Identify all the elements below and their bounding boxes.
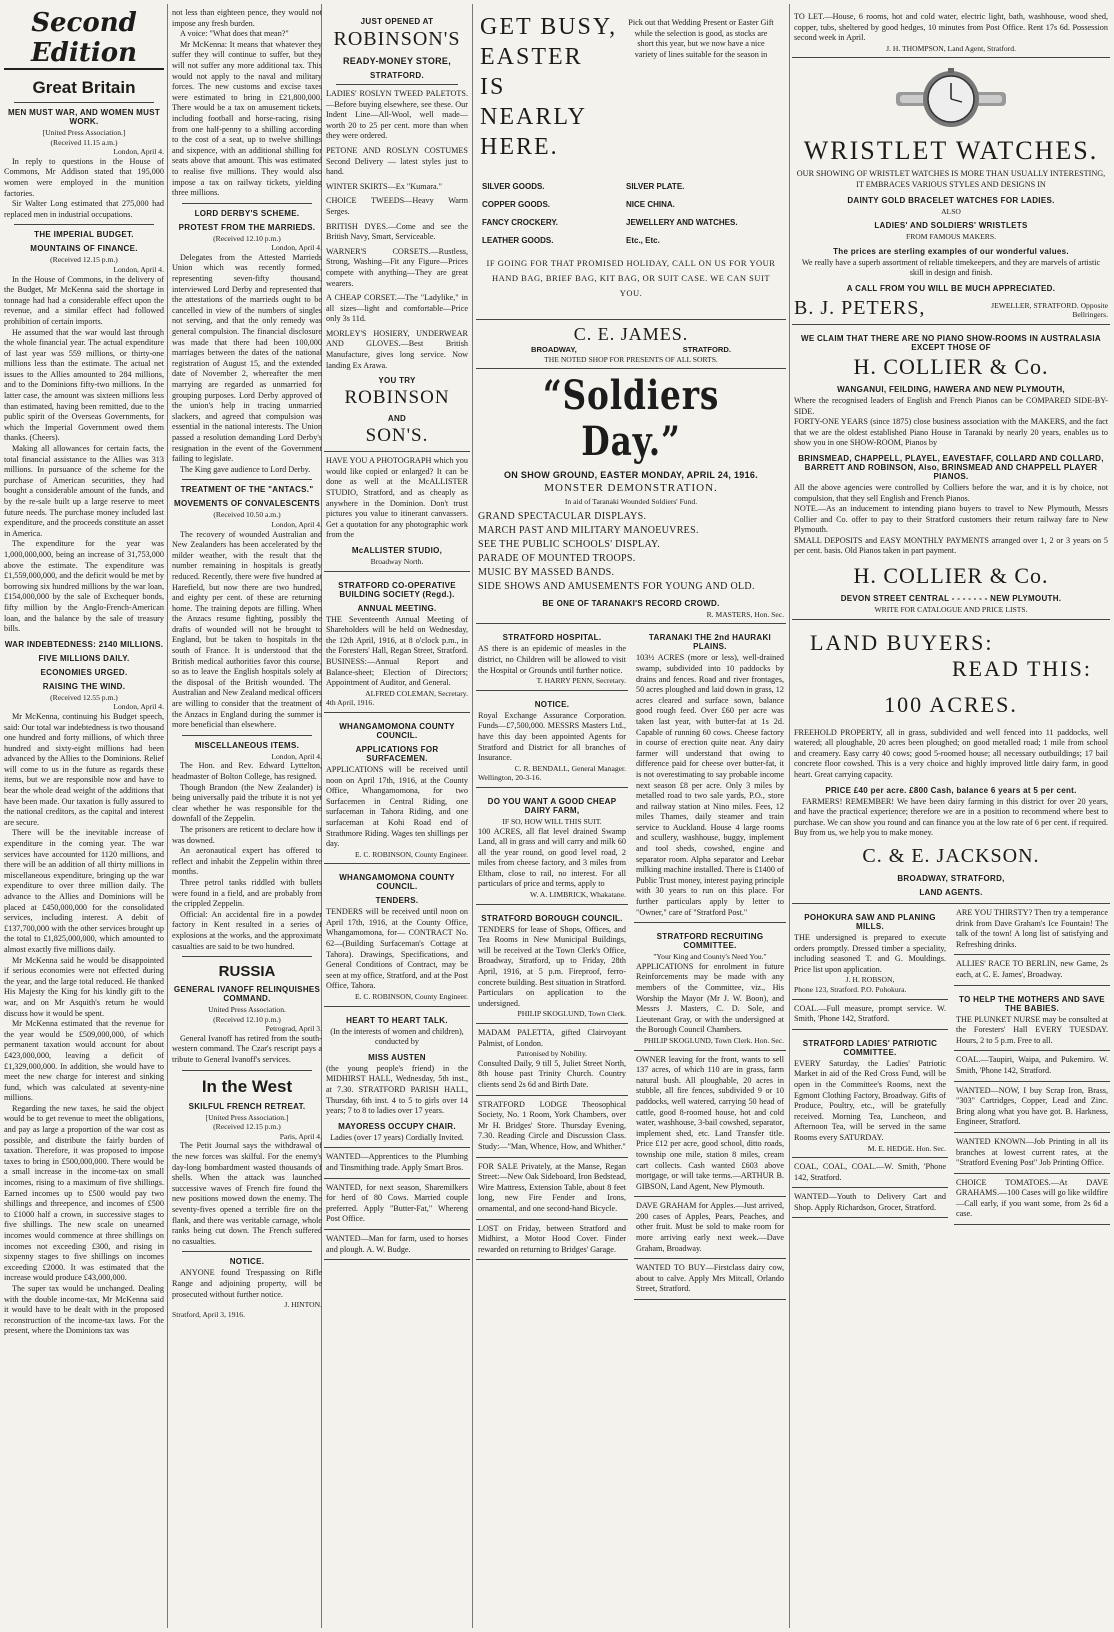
notice-heading: NOTICE. (229, 1257, 265, 1267)
headline: PROTEST FROM THE MARRIEDS. (178, 222, 316, 232)
classified: WANTED, for next season, Sharemilkers for herd of 80 Cows. Married couple preferred. Apply "Butter-Fat," Whereng Post Office. (324, 1179, 470, 1230)
land-advert: LAND BUYERS: READ THIS: 100 ACRES. FREEHOLD PROPERTY, all in grass, subdivided and well fenced into 11 paddocks, well watered; all ploughable, 20 acres been ploughed; on good metalled road; 1 mile from school and creamery. Easy carry 40 cows; good 5-roomed house; all necessary outbuildings; 17 bail concrete floor cowshed. This is a very choice and highly improved little dairy farm, in good heart. Great carrying capacity. PRICE £40 per acre. £800 Cash, balance 6 years at 5 per cent. FARMERS! REMEMBER! We have been dairy farming in this district for over 20 years, and have the practical experience; therefore we are in a position to recommend where best to purchase. We can show you round and can finance you at the low rate of 6 per cent. if required. Buy from us, we help you to make money. C. & E. JACKSON. BROADWAY, STRATFORD, LAND AGENTS. (792, 620, 1110, 904)
classified: WANTED—Man for farm, used to horses and plough. A. W. Budge. (324, 1230, 470, 1260)
article-text: The expenditure for the year was 1,000,000,000, being an increase of 31,753,000 above the estimate. The expenditure was £1,559,000,000, and the deficit would be met by borrowing six hundred millions by the war loan, £154,000,000 by the sale of Exchequer bonds, fifty million by the Anglo-French-American loan, and the balance by the sale of treasury bills. (4, 539, 164, 634)
article-text: Making all allowances for certain facts, the total financial assistance to the Allies was 313 millions. In pursuance of the scheme for the purchase of American securities, they had bought a considerable amount of the funds, and by the re-sale built up a large reserve to meet future needs. The purchase money included last expenditure, and the proceeds constitute an asset in America. (4, 444, 164, 538)
headline: LORD DERBY'S SCHEME. (194, 208, 300, 218)
headline: ECONOMIES URGED. (40, 667, 128, 677)
headline: MOVEMENTS OF CONVALESCENTS (174, 499, 320, 509)
column-3 (324, 8, 470, 1626)
article-text: He assumed that the war would last through the whole financial year. The actual expenditure of last year was 559 millions, or thirty-one millions less than the estimate. The actual net issues to the Allies amounted to 284 millions, and to the Dominions fifty-two millions. In the latter case, the amount was sixteen millions less than estimated, having been remitted, due to the public spirit of the Overseas Governments, for which the Imperial Government owed them thanks. (Cheers). (4, 327, 164, 443)
headline: THE IMPERIAL BUDGET. (34, 230, 134, 240)
column-5-right: ARE YOU THIRSTY? Then try a temperance drink from Dave Graham's Ice Fountain! The talk of the town! A long list of satisfying and Refreshing drinks. ALLIES' RACE TO BERLIN, new Game, 2s each, at C. E. James', Broadway. TO HELP THE MOTHERS AND SAVE THE BABIES. THE PLUNKET NURSE may be consulted at the Foresters' Hall EVERY TUESDAY. Hours, 2 to 5 p.m. Free to all. COAL.—Taupiri, Waipa, and Pukemiro. W. Smith, 'Phone 142, Stratford. WANTED—NOW, I buy Scrap Iron, Brass, "303" Cartridges, Copper, Lead and Zinc. Bring along what you have got. B. Harkness, Engineer, Stratford. WANTED KNOWN—Job Printing in all its branches at lowest current rates, at the "Stratford Evening Post" Job Printing Office. CHOICE TOMATOES.—At DAVE GRAHAMS.—100 Cases will go like wildfire—Call early, if you want some, from 2s 6d a case. (954, 904, 1110, 1225)
article-text: There will be the inevitable increase of expenditure in the coming year. The war services have accounted for 1120 millions, and there will be an addition of all thirty millions in miscellaneous expenditure, bringing up the war expenditure to over three million daily. The advance to the Allies and Dominions will be placed at £450,000,000 for the consolidated services, including interest. A debit of £137,700,000 with the other services brought up the total to £1,825,000,000, which amounted to almost exactly five millions daily. (4, 828, 164, 954)
council-tenders: WHANGAMOMONA COUNTY COUNCIL. TENDERS. TENDERS will be received until noon on April 17th, 1916, at the County Office, Whangamomona, for— CONTRACT No. 62—(Building Surfaceman's Cottage at Tahora). Drawings, Specifications, and General Conditions of Contract, may be seen at my office, Stratford, and at the Post Office, Tahora. E. C. ROBINSON, County Engineer. (324, 864, 470, 1006)
column-2: not less than eighteen pence, they would not impose any fresh burden. A voice: "What does that mean?" Mr McKenna: It means that whatever they suffer they will continue to suffer, but they will not suffer any more additional tax. This would not apply to the naval and military forces. The new customs and excise taxes were estimated to bring in £21,800,000. There would be a tax on amusement tickets, including football and horse-racing, rising from one half-penny to a shilling according to the cost of a seat, up to twelve shillings and sixpence, with an additional shilling for seats above that amount. This was estimated to realise five millions. They would also impose a tax on railway tickets, yielding three millions. LORD DERBY'S SCHEME. PROTEST FROM THE MARRIEDS. (Received 12.10 p.m.) London, April 4. Delegates from the Attested Marrieds Union which was recently formed, representing seven-fifty thousand, interviewed Lord Derby and represented that the attestations of the marrieds ought to be cancelled in view of the numbers of singles not serving, and that the only remedy was general compulsion. The financial disclosure was made that there had been 100,000 marriages between the dates of the national registration of August 15, and the extended date of November 2, whereafter the men marrying are regarded as unmarried for grouping purposes. Lord Derby approved of the union's help in tracing unmarried slackers, and agreed that compulsion was essential in the national interests. The Union passed a resolution demanding Lord Derby's resignation in the event of the Government failing to legislate. The King gave audience to Lord Derby. TREATMENT OF THE "ANTACS." MOVEMENTS OF CONVALESCENTS (Received 10.50 a.m.) London, April 4. The recovery of wounded Australian and New Zealanders has been accelerated by the milder weather, with the result that the number remaining in hospitals is greatly reduced. Recently, there were five hundred at Harefield, but now there are two hundred, and eighty per cent. of these are returning home. The training depots are filling. When the Anzacs resume fighting, possibly the drafts of wounded will not be brought to England, but be taken to hospitals in the south of France. It is understood that the British medical authorities favor this course, so as to leave the English hospitals solely at the disposal of the British wounded. The Australian and New Zealand medical officers are willing to consider that the treatment of the Anzacs in England during the summer is more beneficial than elsewhere. MISCELLANEOUS ITEMS. London, April 4. The Hon. and Rev. Edward Lyttelton, headmaster of Bolton College, has resigned. Though Brandon (the New Zealander) is being universally paid the tribute it is not yet clear whether he was responsible for the downfall of the Zeppelin. The prisoners are reticent to declare how it was downed. An aeronautical expert has offered to reflect and inhabit the Zeppelin within three months. Three petrol tanks riddled with bullets were found in a field, and are probably from the crippled Zeppelin. Official: An accidental fire in a powder factory in Kent resulted in a series of explosions at the works, and the approximate casualties are said to be two hundred. RUSSIA GENERAL IVANOFF RELINQUISHES COMMAND. United Press Association. (Received 12.10 p.m.) Petrograd, April 3. General Ivanoff has retired from the south-western command. The Czar's rescript pays a tribute to General Ivanoff's services. In the West SKILFUL FRENCH RETREAT. [United Press Association.] (Received 12.15 p.m.) Paris, April 4. The Petit Journal says the withdrawal of the new forces was skilful. For the enemy's day-long bombardment wasted thousands of shells. When the attack was launched successive waves of French fire found the new positions mowed down the enemy. The seventy-fives opened a terrible fire on the flank, and there was veritable carnage, whole ranks being cut down. The French suffered no casualties. NOTICE. ANYONE found Trespassing on Rifle Range and adjoining property, will be prosecuted without further notice. J. HINTON. Stratford, April 3, 1916. (172, 8, 322, 1319)
article-text: The super tax would be unchanged. Dealing with the double income-tax, Mr McKenna said it would have to be dealt with in the proposed reconstruction of the income-tax laws. For the present, where the Dominions tax was (4, 1283, 164, 1336)
photo-studio-advert: HAVE YOU A PHOTOGRAPH which you would like copied or enlarged? It can be done as well at the McALLISTER STUDIO, Stratford, and as cheaply as anywhere in the Dominion. Don't trust pictures you value to itinerant canvassers. Get a quotation for any photographic work from the McALLISTER STUDIO, Broadway North. (324, 452, 470, 571)
headline: MEN MUST WAR, AND WOMEN MUST WORK. (7, 108, 161, 126)
article-text: Mr McKenna, continuing his Budget speech, said: Our total war indebtedness is two thousand one hundred and forty millions, of which three hundred and sixty-eight millions had been advanced by the Allies to the Dominions. Relief will come to us in the future as regards these items, but we are responsible now and have to bear the whole dead weight of the additions that have been made. Our taxation is fully assured to the national creditors, as the capital and interest are secure. (4, 711, 164, 827)
edition-title: Second Edition (4, 8, 164, 70)
article-text: In reply to questions in the House of Commons, Mr Addison stated that 195,000 women were employed in the munition factories. (4, 156, 164, 198)
james-signature: C. E. JAMES. BROADWAY, STRATFORD. THE NOTED SHOP FOR PRESENTS OF ALL SORTS. (476, 320, 786, 369)
headline: FIVE MILLIONS DAILY. (38, 653, 130, 663)
soldiers-day-advert: “Soldiers Day.” ON SHOW GROUND, EASTER MONDAY, APRIL 24, 1916. MONSTER DEMONSTRATION. In aid of Taranaki Wounded Soldiers' Fund. GRAND SPECTACULAR DISPLAYS. MARCH PAST AND MILITARY MANOEUVRES. SEE THE PUBLIC SCHOOLS' DISPLAY. PARADE OF MOUNTED TROOPS. MUSIC BY MASSED BANDS. SIDE SHOWS AND AMUSEMENTS FOR YOUNG AND OLD. BE ONE OF TARANAKI'S RECORD CROWD. R. MASTERS, Hon. Sec. (476, 369, 786, 624)
article-text: Mr McKenna estimated that the revenue for the year would be £509,000,000, of which permanent taxation would account for about £423,000,000, leaving a deficit of £1,329,000,000. In addition, she would have to meet the new charge for interest and sinking fund, which was calculated at seventy-nine millions. (4, 1019, 164, 1103)
column-4 (476, 8, 786, 1626)
headline: MISCELLANEOUS ITEMS. (194, 740, 300, 750)
column-4-left: STRATFORD HOSPITAL. AS there is an epidemic of measles in the district, no Children will be allowed to visit the Hospital or Grounds until further notice. T. HARRY PENN, Secretary. NOTICE. Royal Exchange Assurance Corporation. Funds—£7,500,000. MESSRS Masters Ltd., have this day been appointed Agents for Stratford and District for all branches of Insurance. C. R. BENDALL, General Manager. Wellington, 20-3-16. DO YOU WANT A GOOD CHEAP DAIRY FARM, IF SO, HOW WILL THIS SUIT. 100 ACRES, all flat level drained Swamp Land, all in grass and will carry and milk 60 all the year round, on good level road, 2 miles from cheese factory, and 3 miles from Eltham, close to rail, no interest. For all particulars of price and terms, apply to W. A. LIMBRICK, Whakatane. STRATFORD BOROUGH COUNCIL. TENDERS for lease of Shops, Offices, and Tea Rooms in New Municipal Buildings, will be received at the Town Clerk's Office, Broadway, Stratford, up to Friday, 28th April, 1916, at 5 p.m. Fireproof, ferro-concrete building. Best situation in Stratford. Particulars on application to the undersigned. PHILIP SKOGLUND, Town Clerk. MADAM PALETTA, gifted Clairvoyant Palmist, of London. Patronised by Nobility. Consulted Daily, 9 till 5, Juliet Street North, 8th house past Trinity Church. Country clients send 2s 6d and Birth Date. STRATFORD LODGE Theosophical Society, No. 1 Room, York Chambers, over Mr H. Bridges' Store. Thursday Evening, 7.30. Reading Circle and Discussion Class. Study:—"Man, Whence, How, and Whither." FOR SALE Privately, at the Manse, Regan Street:—New Oak Sideboard, Iron Bedstead, Wire Mattress, Extension Table, about 8 feet long, new Fire Fender and Irons, ornamental, and one second-hand Bicycle. LOST on Friday, between Stratford and Midhirst, a Motor Hood Cover. Finder rewarded on returning to Bridges' Garage. (476, 624, 628, 1300)
headline: GENERAL IVANOFF RELINQUISHES COMMAND. (173, 985, 321, 1004)
classified: WANTED—Apprentices to the Plumbing and Tinsmithing trade. Apply Smart Bros. (324, 1148, 470, 1178)
headline: SKILFUL FRENCH RETREAT. (188, 1101, 306, 1111)
column-4-right: TARANAKI THE 2nd HAURAKI PLAINS. 103½ ACRES (more or less), well-drained swamp, subdivided into 10 paddocks by drains and fences. Road and river frontages, 50 acres ploughed and laid down in grass, 12 acres cleared and surface sown, balance good rough feed. Over £60 per acre was taken last year, with butter-fat at 1s 2d. Capable of running 60 cows. Cheese factory in course of erection quite near. Any dairy farmer will understand that owing to difference paid for cheese over butter-fat, it is not overestimating to say probable income next season £8 per acre. Only 3 miles by metalled road to two sale yards, P.O., store and railway station at Nino miles. Fees, 12 miles Thames, daily steamer and train service to Auckland. House 4 large rooms and scullery, washhouse, buggy, implement and tool sheds, cowshed, engine and separator room. Alpha separator and Leebar milking machine installed. There is £1400 of Public Trust money, interest paying principle with 30 years to run on this place. For further particulars apply by letter to "Owner," care of "Stratford Post." STRATFORD RECRUITING COMMITTEE. "Your King and County's Need You." APPLICATIONS for enrolment in future Reinforcements may be made with any members of the Committee, viz., His Worship the Mayor (Mr J. W. Boon), and Messrs J. Masters, C. D. Sole, and Lieutenant Gray, or with the undersigned at the Borough Council Chambers. PHILIP SKOGLUND, Town Clerk. Hon. Sec. OWNER leaving for the front, wants to sell 137 acres, of which 110 are in grass, farm natural bush. All ploughable, 20 acres in stubble, all fire fences, subdivided 9 or 10 paddocks, well watered, carrying 50 head of cattle, good 8-roomed house, hot and cold water, washhouse, 3-bail cowshed, separator, implement shed, etc. Land Transfer title. Price £12 per acre, good school, ditto roads, township one mile, station 8 miles, cream cart collects. Cash wanted £603 above mortgage, or will take terms.—ARTHUR B. GIBSON, Land Agent, New Plymouth. DAVE GRAHAM for Apples.—Just arrived, 200 cases of Apples, Pears, Peaches, and other fruit. Must be sold to make room for more arriving early next week.—Dave Graham, Broadway. WANTED TO BUY—Firstclass dairy cow, about to calve. Apply Mrs Mitcall, Orlando Street, Stratford. (634, 624, 786, 1300)
headline: TREATMENT OF THE "ANTACS." (180, 485, 314, 495)
column-rule (789, 4, 790, 1628)
section-heading: RUSSIA (218, 963, 276, 981)
column-rule (472, 4, 473, 1628)
column-5 (792, 8, 1110, 1626)
headline: MOUNTAINS OF FINANCE. (30, 244, 138, 254)
council-notice: WHANGAMOMONA COUNTY COUNCIL. APPLICATIONS FOR SURFACEMEN. APPLICATIONS will be received until noon on April 17th, 1916, at the County Office, Whangamomona, for two Surfacemen in Central Riding, one surfaceman in Tahora Riding, and one surfaceman at Kohi Road end of Strathmore Riding. Wages ten shillings per day. E. C. ROBINSON, County Engineer. (324, 713, 470, 864)
article-text: not less than eighteen pence, they would not impose any fresh burden. (172, 8, 322, 28)
james-advert: GET BUSY, EASTER IS NEARLY HERE. Pick out that Wedding Present or Easter Gift while the selection is good, as stocks are short this year, but we now have a nice variety of lines suitable for the season in SILVER GOODS. COPPER GOODS. FANCY CROCKERY. LEATHER GOODS. SILVER PLATE. NICE CHINA. JEWELLERY AND WATCHES. Etc., Etc. IF GOING FOR THAT PROMISED HOLIDAY, CALL ON US FOR YOUR HAND BAG, BRIEF BAG, KIT BAG, OR SUIT CASE. WE CAN SUIT YOU. (476, 8, 786, 320)
headline: WAR INDEBTEDNESS: 2140 MILLIONS. (4, 639, 164, 649)
to-let-advert: TO LET.—House, 6 rooms, hot and cold water, electric light, bath, washhouse, wood shed, copper, tubs, sheltered by good hedges, 10 minutes from Post Office. Rent 17s 6d. Possession second week in April. J. H. THOMPSON, Land Agent, Stratford. (792, 8, 1110, 58)
column-1: Second Edition Great Britain MEN MUST WAR, AND WOMEN MUST WORK. [United Press Association.] (Received 11.15 a.m.) London, April 4. In reply to questions in the House of Commons, Mr Addison stated that 195,000 women were employed in the munition factories. Sir Walter Long estimated that 275,000 had replaced men in industrial occupations. THE IMPERIAL BUDGET. MOUNTAINS OF FINANCE. (Received 12.15 p.m.) London, April 4. In the House of Commons, in the delivery of the Budget, Mr McKenna said the shortage in tonnage had had a considerable effect upon the revenue, and a similar effect had followed prohibition of certain imports. He assumed that the war would last through the whole financial year. The actual expenditure of last year was 559 millions, or thirty-one millions less than the estimate. The actual net issues to the Allies amounted to 284 millions, and to the Dominions fifty-two millions. In the latter case, the amount was sixteen millions less than estimated, having been remitted, due to the public spirit of the Overseas Governments, for which the Imperial Government owed them thanks. (Cheers). Making all allowances for certain facts, the total financial assistance to the Allies was 313 millions. In pursuance of the scheme for the purchase of American securities, they had bought a considerable amount of the funds, and by the re-sale built up a large reserve to meet future needs. The purchase money included last expenditure, and the proceeds constitute an asset in America. The expenditure for the year was 1,000,000,000, being an increase of 31,753,000 above the estimate. The expenditure was £1,559,000,000, and the deficit would be met by borrowing six hundred millions by the war loan, £154,000,000 by the sale of Exchequer bonds, fifty million by the Anglo-French-American loan, and the balance by the sale of treasury bills. WAR INDEBTEDNESS: 2140 MILLIONS. FIVE MILLIONS DAILY. ECONOMIES URGED. RAISING THE WIND. (Received 12.55 p.m.) London, April 4. Mr McKenna, continuing his Budget speech, said: Our total war indebtedness is two thousand one hundred and forty millions, of which three hundred and sixty-eight millions had been advanced by the Allies to the Dominions. Relief will come to us in the future as regards these items, but we are responsible now and have to bear the whole dead weight of the additions that have been made. Our taxation is fully assured to the national creditors, as the capital and interest are secure. There will be the inevitable increase of expenditure in the coming year. The war services have accounted for 1120 millions, and there will be an addition of all thirty millions in miscellaneous expenditure, bringing up the war expenditure to over three million daily. The advance to the Allies and Dominions will be placed at £450,000,000 for the consolidated services, including interest. A debit of £137,700,000 with the other services brought up the total to £1,825,000,000, which amounted to almost exactly five millions daily. Mr McKenna said he would be disappointed if serious economies were not effected during the year, and the large total reduced. He thanked His Majesty the King for his kindly gift to the war, and on Mr Asquith's return he would discuss how it would be spent. Mr McKenna estimated that the revenue for the year would be £509,000,000, of which permanent taxation would account for about £423,000,000, leaving a deficit of £1,329,000,000. In addition, she would have to meet the new charge for interest and sinking fund, which was calculated at seventy-nine millions. Regarding the new taxes, he said the object would be to get revenue to meet the obligations, and pay as large a proportion of the war cost as possible, and distribute the fairly burden of taxation. Therefore, it was proposed to impose taxes to bring in £500,000,000. There would be a small increase in the income-tax on small incomes, rising to a maximum of five shillings. Earned incomes up to £500 would pay two shillings and threepence, and incomes of £500 to £1000 half a crown, in successive stages to five shillings. The new scale on unearned incomes would commence at three shillings on incomes not exceeding £300, and rising in sixpenny stages to five shillings on incomes exceeding £2000. It was estimated that the increase would produce £43,000,000. The super tax would be unchanged. Dealing with the double income-tax, Mr McKenna said it would have to be dealt with in the proposed reconstruction of the income-tax laws. For the present, where the Dominions tax was (4, 8, 164, 1336)
column-5-left: POHOKURA SAW AND PLANING MILLS. THE undersigned is prepared to execute orders promptly. Dressed timber a speciality, including seasoned T. and G. Mouldings. Price list upon application. J. H. ROBSON, Phone 123, Stratford. P.O. Pohokura. COAL.—Full measure, prompt service. W. Smith, 'Phone 142, Stratford. STRATFORD LADIES' PATRIOTIC COMMITTEE. EVERY Saturday, the Ladies' Patriotic Market in aid of the Red Cross Fund, will be open in the Committee's Rooms, next the Egmont Clothing Factory, Broadway. Gifts of Produce, Poultry, etc., will be gratefully received. Morning Tea, Luncheon, and Afternoon Tea, will be served in the same Rooms every SATURDAY. M. E. HEDGE. Hon. Sec. COAL, COAL, COAL.—W. Smith, 'Phone 142, Stratford. WANTED—Youth to Delivery Cart and Shop. Apply Richardson, Grocer, Stratford. (792, 904, 948, 1225)
section-heading: In the West (201, 1076, 293, 1096)
building-society-notice: STRATFORD CO-OPERATIVE BUILDING SOCIETY (Regd.). ANNUAL MEETING. THE Seventeenth Annual Meeting of Shareholders will be held on Wednesday, the 12th April, 1916, at 8 o'clock p.m., in the Foresters' Hall, Regan Street, Stratford. BUSINESS:—Annual Report and Balance-sheet; Election of Directors; Appointment of Auditor, and General. ALFRED COLEMAN, Secretary. 4th April, 1916. (324, 572, 470, 713)
talk-notice: HEART TO HEART TALK. (In the interests of women and children), conducted by MISS AUSTEN (the young people's friend) in the MIDHIRST HALL, Wednesday, 5th inst., at 7.30. STRATFORD PARISH HALL, Thursday, 6th inst. 4 to 5 to girls over 14 years; 7 to 8 to ladies over 17 years. MAYORESS OCCUPY CHAIR. Ladies (over 17 years) Cordially Invited. (324, 1007, 470, 1149)
collier-piano-advert: WE CLAIM THAT THERE ARE NO PIANO SHOW-ROOMS IN AUSTRALASIA EXCEPT THOSE OF H. COLLIER & Co. WANGANUI, FEILDING, HAWERA AND NEW PLYMOUTH, Where the recognised leaders of English and French Pianos can be COMPARED SIDE-BY-SIDE. FORTY-ONE YEARS (since 1875) close business association with the MAKERS, and the fact that we are the oldest established Piano House in Taranaki by nearly 20 years, enables us to show you in one SHOW-ROOM, Pianos by BRINSMEAD, CHAPPELL, PLAYEL, EAVESTAFF, COLLARD AND COLLARD, BARRETT AND ROBINSON, Also, BRINSMEAD AND CHAPPELL PLAYER PIANOS. All the above agencies were controlled by Colliers before the war, and it is by choice, not compulsion, that they sell English and French Pianos. NOTE.—As an inducement to intending piano buyers to travel to New Plymouth, Messrs Collier and Co. offer to pay to their Stratford customers their return railway fare to New Plymouth. SMALL DEPOSITS and EASY MONTHLY PAYMENTS arranged over 1, 2 or 3 years on 5 per cent. basis. Old Pianos taken in part payment. H. COLLIER & Co. DEVON STREET CENTRAL - - - - - - - NEW PLYMOUTH. WRITE FOR CATALOGUE AND PRICE LISTS. (792, 325, 1110, 620)
article-text: In the House of Commons, in the delivery of the Budget, Mr McKenna said the shortage in tonnage had had a considerable effect upon the revenue, and a similar effect had followed prohibition of certain imports. (4, 274, 164, 326)
article-text: Sir Walter Long estimated that 275,000 had replaced men in industrial occupations. (4, 199, 164, 219)
column-rule (167, 4, 168, 1628)
article-text: Regarding the new taxes, he said the object would be to get revenue to meet the obligations, and pay as large a proportion of the war cost as possible, and distribute the fairly burden of taxation. Therefore, it was proposed to impose taxes to bring in £500,000,000. There would be a small increase in the income-tax on small incomes, rising to a maximum of five shillings. Earned incomes up to £500 would pay two shillings and threepence, and incomes of £500 to £1000 half a crown, in successive stages to five shillings. The new scale on unearned incomes would commence at three shillings on incomes not exceeding £300, and rising in sixpenny stages to five shillings on incomes exceeding £2000. It was estimated that the increase would produce £43,000,000. (4, 1103, 164, 1283)
headline: RAISING THE WIND. (42, 681, 126, 691)
wristlet-advert: WRISTLET WATCHES. OUR SHOWING OF WRISTLET WATCHES IS MORE THAN USUALLY INTERESTING, IT EMBRACES VARIOUS STYLES AND DESIGNS IN DAINTY GOLD BRACELET WATCHES FOR LADIES. ALSO LADIES' AND SOLDIERS' WRISTLETS FROM FAMOUS MAKERS. The prices are sterling examples of our wonderful values. We really have a superb assortment of reliable timekeepers, and they are marvels of artistic skill in design and finish. A CALL FROM YOU WILL BE MUCH APPRECIATED. B. J. PETERS, JEWELLER, STRATFORD. Opposite Bellringers. (792, 58, 1110, 325)
section-heading: Great Britain (32, 78, 136, 97)
wristwatch-icon (896, 68, 1006, 130)
article-text: Mr McKenna said he would be disappointed if serious economies were not effected during the year, and the large total reduced. He thanked His Majesty the King for his kindly gift to the war, and on Mr Asquith's return he would discuss how it would be spent. (4, 955, 164, 1018)
robinsons-advert: JUST OPENED AT ROBINSON'S READY-MONEY STORE, STRATFORD. LADIES' ROSLYN TWEED PALETOTS.—Before buying elsewhere, see these. Our Indent Line—All-Wool, well made—worth 20 to 25 per cent. more than when they were ordered. PETONE AND ROSLYN COSTUMES Second Delivery — latest styles just to hand. WINTER SKIRTS—Ex "Kumara." CHOICE TWEEDS—Heavy Warm Serges. BRITISH DYES.—Come and see the British Navy, Smart, Serviceable. WARNER'S CORSETS.—Rustless, Strong, Washing—Fit any Figure—Prices compete with anything—They are great wearers. A CHEAP CORSET.—The "Ladylike," in all sizes—light and comfortable—Price only 3s 11d. MORLEY'S HOSIERY, UNDERWEAR AND GLOVES.—Best British Manufacture, gives long service. Now landing Ex Arawa. YOU TRY ROBINSON AND SON'S. (324, 8, 470, 452)
